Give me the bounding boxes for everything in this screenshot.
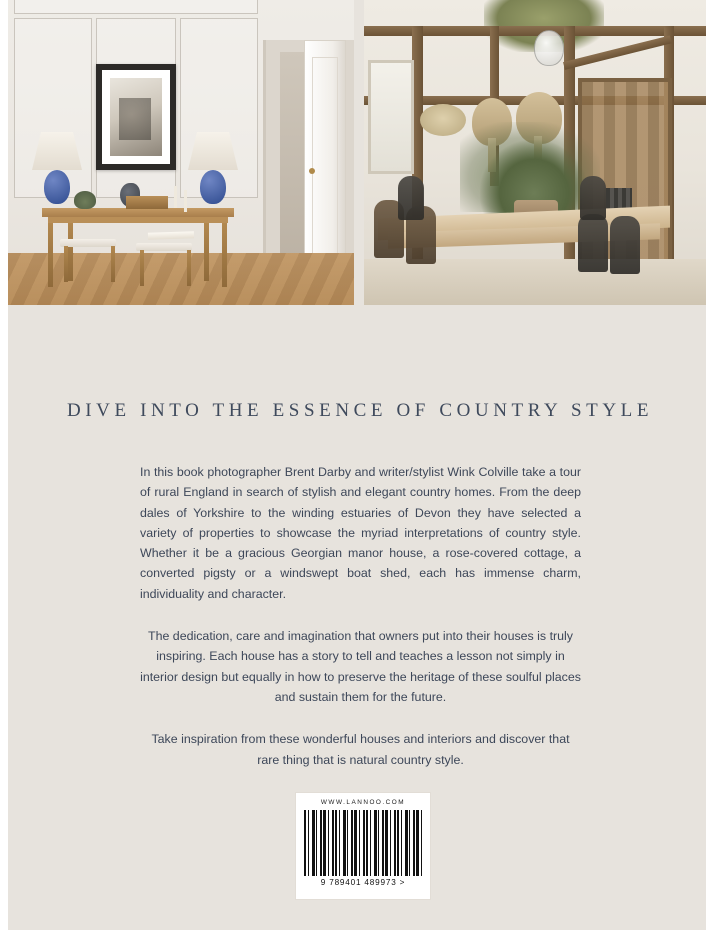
body-copy xyxy=(140,462,581,792)
photo-dining-room xyxy=(364,0,706,305)
paragraph-2: The dedication, care and imagination that owners put into their houses is truly inspiring. Each house has a story to tell and teaches a lesson not simply in interior design but equally in how to preserve the heritage of these soulful places and sustain them for the future. xyxy=(140,629,581,704)
pendant-light xyxy=(534,30,564,66)
paragraph-1: In this book photographer Brent Darby and writer/stylist Wink Colville take a tour of rural England in search of stylish and elegant country homes. From the deep dales of Yorkshire to the winding estuaries of Devon they have selected a variety of properties to showcase the myriad interpretations of country style. Whether it be a gracious Georgian manor house, a rose-covered cottage, a converted pigsty or a windswept boat shed, each has immense charm, individuality and character. xyxy=(140,465,581,601)
paragraph-3: Take inspiration from these wonderful houses and interiors and discover that rare thing that is natural country style. xyxy=(151,732,570,767)
publisher-url: WWW.LANNOO.COM xyxy=(320,799,406,806)
photo-panelled-room xyxy=(8,0,354,305)
page-margin-right xyxy=(706,0,720,938)
page-margin-bottom xyxy=(0,930,720,938)
page-margin-left xyxy=(0,0,8,938)
photo-band xyxy=(8,0,706,305)
barcode-bars xyxy=(304,810,424,876)
framed-artwork xyxy=(96,64,176,170)
isbn-number: 9 789401 489973 > xyxy=(320,878,406,887)
barcode xyxy=(295,792,431,900)
page-headline: DIVE INTO THE ESSENCE OF COUNTRY STYLE xyxy=(66,400,654,421)
